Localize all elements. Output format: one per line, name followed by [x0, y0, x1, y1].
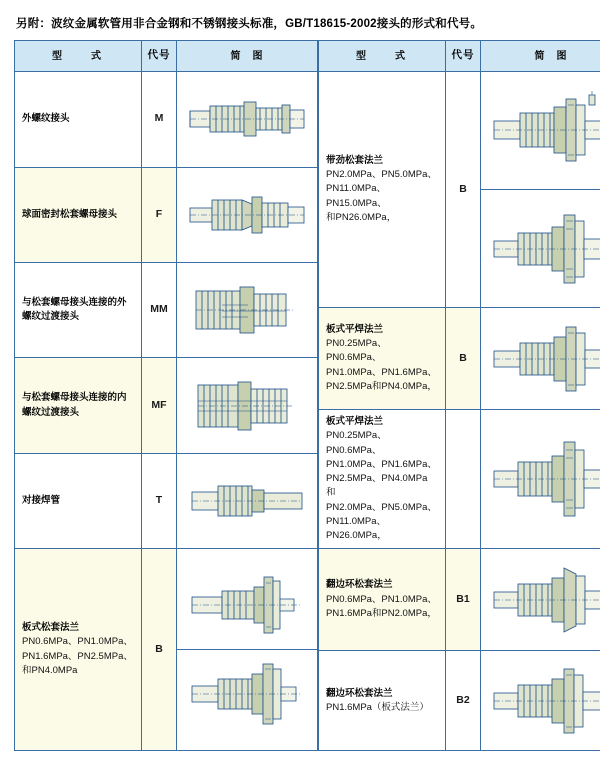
- type-detail-line: PN2.0MPa、PN5.0MPa、: [326, 168, 438, 182]
- type-title: 翻边环松套法兰: [326, 687, 438, 701]
- table-row: [15, 167, 318, 262]
- picture-subcell: [177, 650, 317, 738]
- column-header-picture: 简 图: [177, 41, 318, 72]
- type-title: 板式松套法兰: [22, 621, 134, 635]
- plate-slip-on-welding-flange-diagram: [482, 313, 600, 405]
- type-detail-line: PN1.0MPa、PN1.6MPa、: [326, 366, 438, 380]
- cell-type: [15, 549, 142, 751]
- table-row: [15, 549, 318, 751]
- spherical-seal-union-nut-fitting-diagram: [178, 180, 316, 250]
- cell-picture: [481, 190, 600, 308]
- type-detail-line: PN1.6MPa和PN2.0MPa，: [326, 607, 438, 621]
- column-header-picture: 简 图: [481, 41, 600, 72]
- type-detail-line: PN1.6MPa、PN2.5MPa、: [22, 650, 134, 664]
- type-detail-line: 和PN26.0MPa，: [326, 211, 438, 225]
- type-detail-line: PN1.6MPa（板式法兰）: [326, 701, 438, 715]
- cell-type: [15, 453, 142, 548]
- cell-code: B1: [446, 549, 481, 651]
- cell-type: [319, 308, 446, 410]
- fitting-types-table-left: [14, 40, 318, 751]
- cell-type: [15, 358, 142, 453]
- table-body-right: [319, 72, 600, 751]
- male-thread-fitting-diagram: [178, 84, 316, 154]
- cell-type: [15, 262, 142, 357]
- table-row: [319, 549, 600, 651]
- type-detail-line: PN1.0MPa、PN1.6MPa、: [326, 458, 438, 472]
- table-row: [319, 72, 600, 190]
- fitting-types-table-right: [318, 40, 600, 751]
- type-title: 与松套螺母接头连接的内螺纹过渡接头: [22, 391, 134, 420]
- type-title: 对接焊管: [22, 494, 134, 508]
- type-detail-line: PN2.5MPa和PN4.0MPa，: [326, 380, 438, 394]
- column-header-code: 代号: [142, 41, 177, 72]
- flanged-ring-lap-joint-flange-diagram: [482, 554, 600, 646]
- type-detail-line: 和PN4.0MPa: [22, 664, 134, 678]
- butt-weld-pipe-diagram: [178, 466, 316, 536]
- picture-subcell: [177, 561, 317, 650]
- cell-code: T: [142, 453, 177, 548]
- type-title: 与松套螺母接头连接的外螺纹过渡接头: [22, 296, 134, 325]
- cell-picture: [177, 262, 318, 357]
- table-row: [319, 308, 600, 410]
- type-detail-line: PN0.6MPa、PN1.0MPa、: [326, 593, 438, 607]
- cell-code: MM: [142, 262, 177, 357]
- table-head-left: [15, 41, 318, 72]
- plate-slip-on-welding-flange-diagram-2: [482, 426, 600, 532]
- table-row: [319, 651, 600, 751]
- type-title: 带劲松套法兰: [326, 154, 438, 168]
- flanged-ring-lap-joint-flange-diagram-2: [482, 657, 600, 745]
- cell-type: [319, 651, 446, 751]
- header-row: [319, 41, 600, 72]
- column-header-type: 型 式: [15, 41, 142, 72]
- male-thread-adapter-diagram: [178, 275, 316, 345]
- ribbed-lap-joint-flange-diagram-2: [482, 199, 600, 299]
- cell-picture: [481, 308, 600, 410]
- cell-code: [446, 410, 481, 549]
- table-row: [319, 410, 600, 549]
- cell-code: M: [142, 72, 177, 167]
- cell-type: [319, 549, 446, 651]
- cell-picture: [177, 167, 318, 262]
- type-title: 翻边环松套法兰: [326, 578, 438, 592]
- plate-type-lap-joint-flange-diagram-2: [178, 654, 316, 734]
- table-body-left: [15, 72, 318, 751]
- table-row: [15, 262, 318, 357]
- type-detail-line: PN11.0MPa、PN15.0MPa、: [326, 182, 438, 211]
- cell-picture: [481, 651, 600, 751]
- column-header-code: 代号: [446, 41, 481, 72]
- type-title: 外螺纹接头: [22, 112, 134, 126]
- table-row: [15, 72, 318, 167]
- cell-code: MF: [142, 358, 177, 453]
- type-title: 板式平焊法兰: [326, 415, 438, 429]
- female-thread-adapter-diagram: [178, 371, 316, 441]
- type-detail-line: PN0.25MPa、PN0.6MPa、: [326, 429, 438, 458]
- ribbed-lap-joint-flange-diagram: [482, 81, 600, 181]
- cell-picture: [177, 72, 318, 167]
- cell-type: [15, 167, 142, 262]
- plate-type-lap-joint-flange-diagram: [178, 565, 316, 645]
- cell-picture: [177, 358, 318, 453]
- page-footer-space: [14, 751, 586, 769]
- cell-type: [319, 72, 446, 308]
- page-title: 另附：波纹金属软管用非合金钢和不锈钢接头标准，GB/T18615-2002接头的形式和代号。: [16, 16, 586, 32]
- cell-picture: [481, 72, 600, 190]
- cell-picture: [177, 453, 318, 548]
- type-detail-line: PN2.5MPa、PN4.0MPa 和: [326, 472, 438, 501]
- type-detail-line: PN11.0MPa、PN26.0MPa，: [326, 515, 438, 544]
- cell-code: B: [446, 308, 481, 410]
- table-head-right: [319, 41, 600, 72]
- type-detail-line: PN0.25MPa、PN0.6MPa、: [326, 337, 438, 366]
- type-detail-line: PN0.6MPa、PN1.0MPa、: [22, 635, 134, 649]
- cell-code: B: [142, 549, 177, 751]
- column-header-type: 型 式: [319, 41, 446, 72]
- cell-type: [15, 72, 142, 167]
- type-detail-line: PN2.0MPa、PN5.0MPa、: [326, 501, 438, 515]
- cell-picture: [177, 549, 318, 751]
- table-row: [15, 453, 318, 548]
- type-title: 板式平焊法兰: [326, 323, 438, 337]
- cell-code: F: [142, 167, 177, 262]
- cell-picture: [481, 549, 600, 651]
- cell-code: B2: [446, 651, 481, 751]
- table-row: [15, 358, 318, 453]
- cell-code: B: [446, 72, 481, 308]
- type-title: 球面密封松套螺母接头: [22, 208, 134, 222]
- standard-tables: [14, 40, 586, 751]
- cell-picture: [481, 410, 600, 549]
- cell-type: [319, 410, 446, 549]
- header-row: [15, 41, 318, 72]
